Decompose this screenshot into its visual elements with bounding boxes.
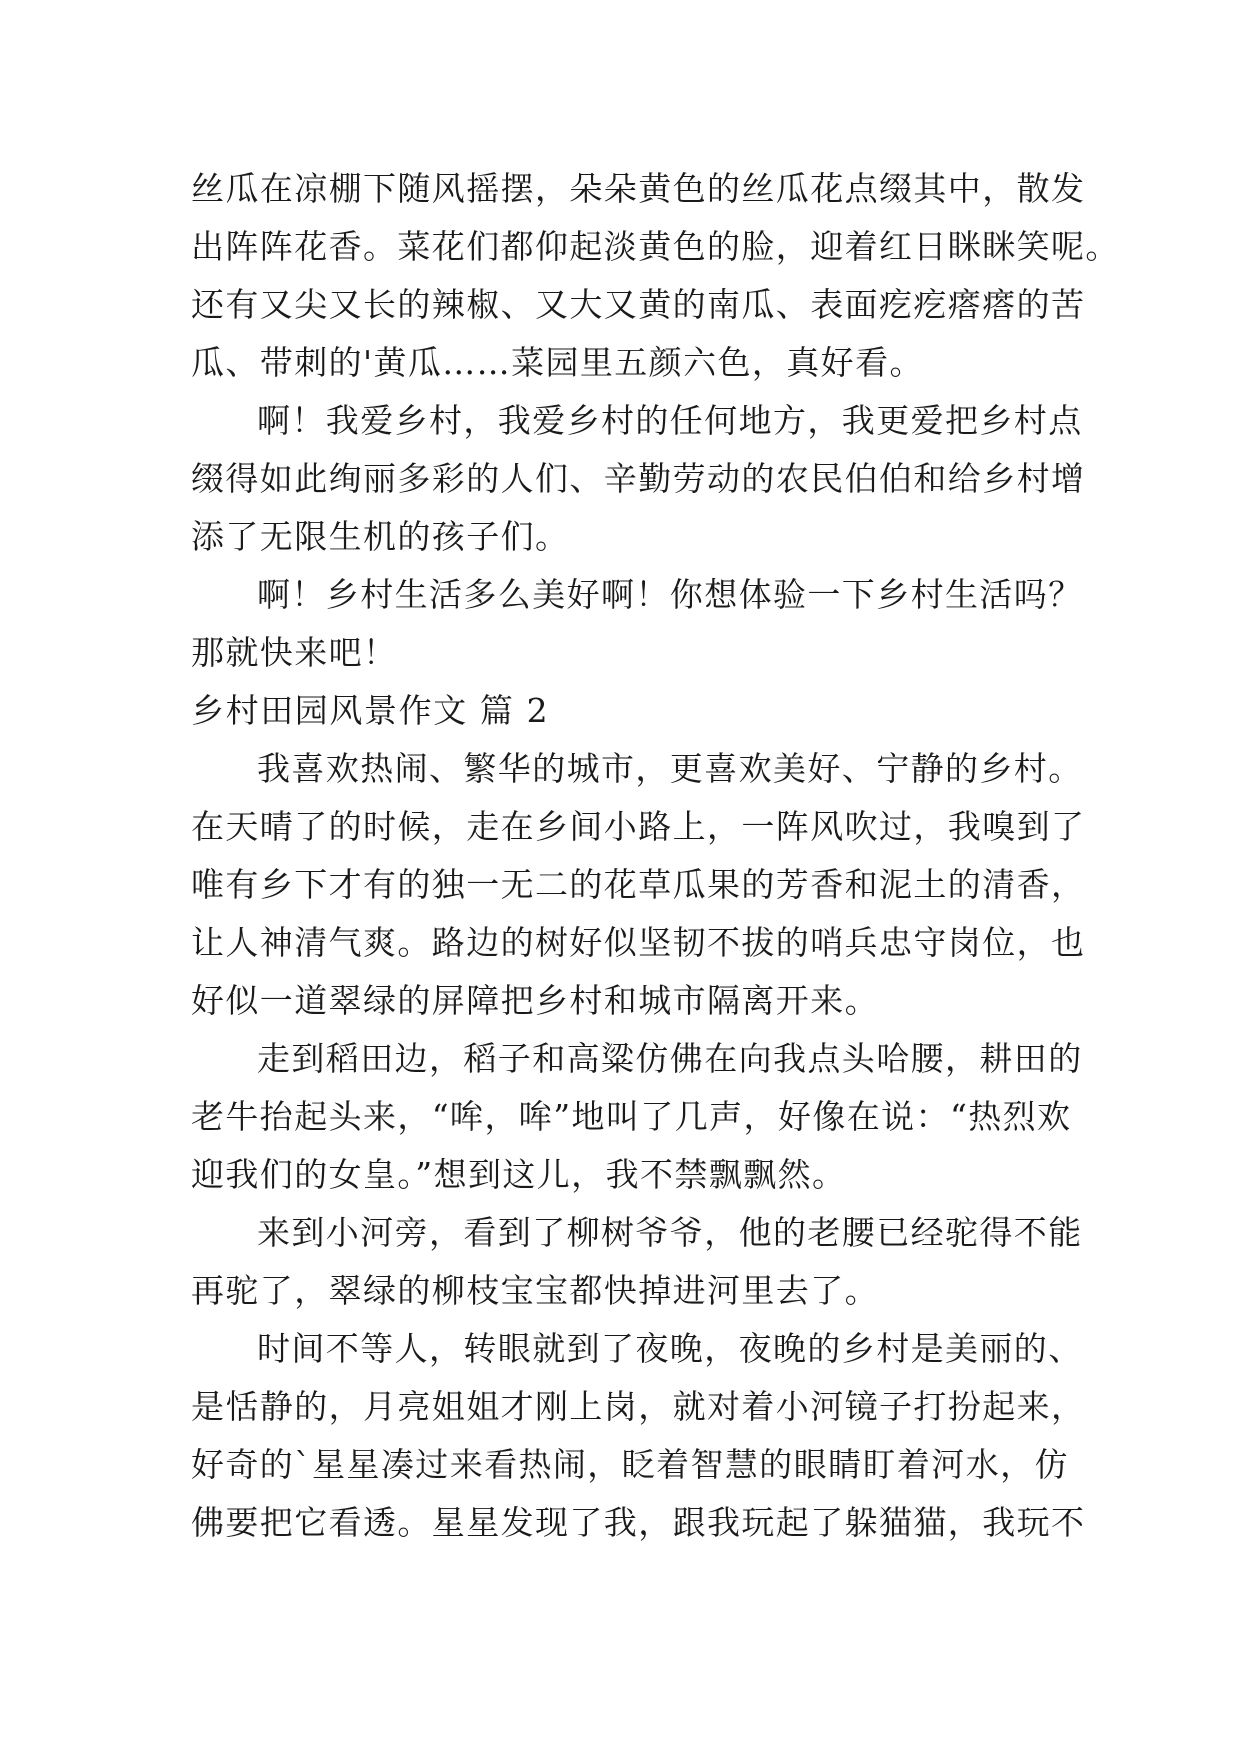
paragraph-first-line: 啊！乡村生活多么美好啊！你想体验一下乡村生活吗？ xyxy=(257,575,1083,614)
text-line: 好似一道翠绿的屏障把乡村和城市隔离开来。 xyxy=(191,981,879,1020)
text-line: 瓜、带刺的'黄瓜……菜园里五颜六色，真好看。 xyxy=(191,343,924,382)
text-line: 好奇的`星星凑过来看热闹，眨着智慧的眼睛盯着河水，仿 xyxy=(191,1445,1069,1484)
essay-body xyxy=(191,160,1120,1552)
section-heading: 乡村田园风景作文 篇 2 xyxy=(191,691,550,730)
paragraph-first-line: 走到稻田边，稻子和高粱仿佛在向我点头哈腰，耕田的 xyxy=(257,1039,1083,1078)
text-line: 老牛抬起头来，“哞，哞”地叫了几声，好像在说：“热烈欢 xyxy=(191,1097,1072,1136)
paragraph-first-line: 来到小河旁，看到了柳树爷爷，他的老腰已经驼得不能 xyxy=(257,1213,1083,1252)
paragraph-first-line: 时间不等人，转眼就到了夜晚，夜晚的乡村是美丽的、 xyxy=(257,1329,1083,1368)
text-line: 佛要把它看透。星星发现了我，跟我玩起了躲猫猫，我玩不 xyxy=(191,1503,1086,1542)
text-line: 迎我们的女皇。”想到这儿，我不禁飘飘然。 xyxy=(191,1155,847,1194)
text-line: 是恬静的，月亮姐姐才刚上岗，就对着小河镜子打扮起来， xyxy=(191,1387,1086,1426)
paragraph-first-line: 我喜欢热闹、繁华的城市，更喜欢美好、宁静的乡村。 xyxy=(257,749,1083,788)
text-line: 在天晴了的时候，走在乡间小路上，一阵风吹过，我嗅到了 xyxy=(191,807,1086,846)
text-line: 缀得如此绚丽多彩的人们、辛勤劳动的农民伯伯和给乡村增 xyxy=(191,459,1086,498)
text-line: 唯有乡下才有的独一无二的花草瓜果的芳香和泥土的清香， xyxy=(191,865,1086,904)
text-line: 丝瓜在凉棚下随风摇摆，朵朵黄色的丝瓜花点缀其中，散发 xyxy=(191,169,1086,208)
text-line: 还有又尖又长的辣椒、又大又黄的南瓜、表面疙疙瘩瘩的苦 xyxy=(191,285,1086,324)
text-line: 那就快来吧！ xyxy=(191,633,398,672)
paragraph-first-line: 啊！我爱乡村，我爱乡村的任何地方，我更爱把乡村点 xyxy=(257,401,1083,440)
text-line: 添了无限生机的孩子们。 xyxy=(191,517,570,556)
text-line: 再驼了，翠绿的柳枝宝宝都快掉进河里去了。 xyxy=(191,1271,879,1310)
text-line: 让人神清气爽。路边的树好似坚韧不拔的哨兵忠守岗位，也 xyxy=(191,923,1086,962)
text-line: 出阵阵花香。菜花们都仰起淡黄色的脸，迎着红日眯眯笑呢。 xyxy=(191,227,1120,266)
